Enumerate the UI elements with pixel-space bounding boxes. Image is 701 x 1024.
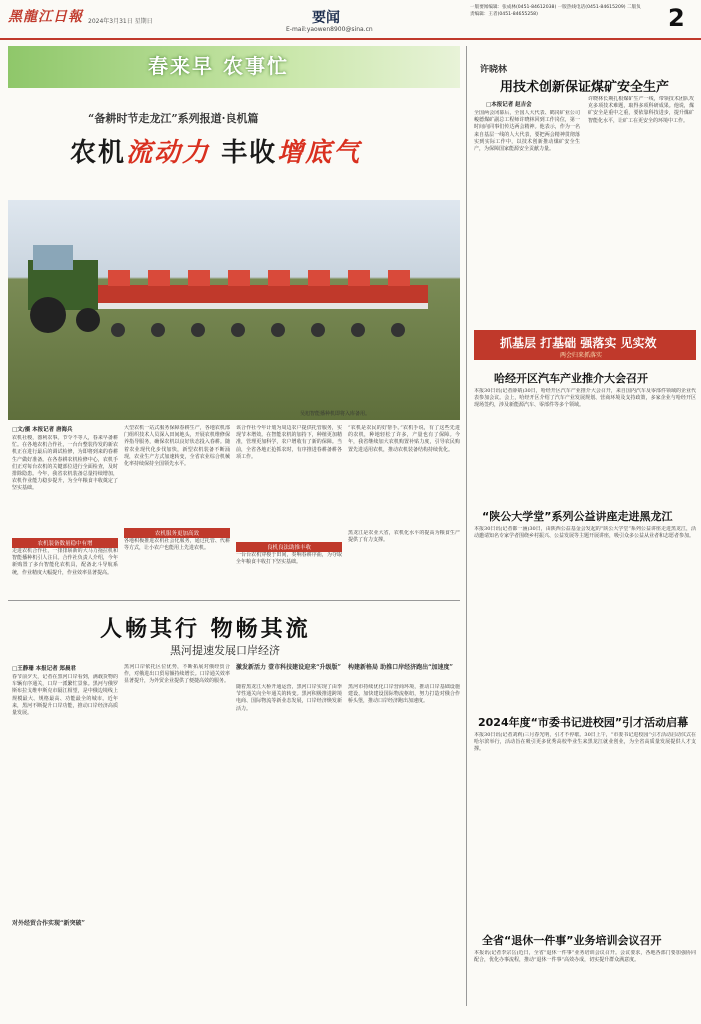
lead-column-3b: 一台台农机穿梭于田间，奏响春耕序曲，为夺取全年粮食丰收打下坚实基础。: [236, 552, 342, 566]
lead-byline: □文/摄 本报记者 唐海兵: [12, 427, 73, 433]
lead-column-1: 农机社稷，器利农事。节令不等人，春来早备耕忙。在各地农机合作社，一台台整装待发的新农机正在进行最后的调试检修，为即将到来的春耕生产做好准备。在各春耕农机检修中心，农机手们正对每台农机的关键部位进行全面检查，及时排除隐患。今年，我省农机装备总量持续增加，农机作业能力稳步提升，为全年粮食丰收奠定了坚实基础。: [12, 435, 118, 492]
right-headline: 用技术创新保证煤矿安全生产: [500, 80, 670, 95]
article-3-headline: “陕公大学堂”系列公益讲座走进黑龙江: [482, 510, 673, 523]
lead-column-4: “农机是农民的好帮手。”农机手说，有了这些先进的农机，种地轻松了许多，产量也有了保障。今年，我省继续加大农机购置补贴力度，引导农民购置先进适用农机，推动农机装备结构持续优化。: [348, 425, 460, 453]
lead-column-2: 大型农机一站式服务保障春耕生产，各地农机部门组织技术人员深入田间地头，开展农机维修保养指导服务，确保农机以良好状态投入春耕。随着农业现代化步伐加快，新型农机装备不断涌现，农业生产方式加速转变，全省农业综合机械化率持续保持全国领先水平。: [124, 425, 230, 468]
bottom-column-4: 黑河市持续优化口岸营商环境，推动口岸基础设施建设，加快建设国际物流枢纽，努力打造对俄合作桥头堡，推动口岸经济跑出加速度。: [348, 684, 460, 705]
hotline-info: 一版要闻编辑：张成林(0451-84612038) 一版热线电话(0451-84615209) 二版负责编辑：王者(0451-84655258): [470, 5, 641, 17]
right-column-2: 许晓林长期扎根煤矿生产一线，带领技术团队攻克多项技术难题，取得多项科研成果。他说，煤矿安全是重中之重，要依靠科技进步，提升煤矿智能化水平，让矿工在更安全的环境中工作。: [588, 96, 694, 124]
right-column-1: 全国两会闭幕后，全国人大代表、鹤岗矿业公司峻德煤矿副总工程师许晓林回到工作岗位，第一时间向同事们传达两会精神。他表示，作为一名来自基层一线的人大代表，要把两会精神贯彻落实到实际工作中，以技术创新推动煤矿安全生产，为保障国家能源安全贡献力量。: [474, 110, 580, 153]
headline-part-4: 增底气: [277, 138, 362, 168]
headline-part-1: 农机: [70, 138, 127, 168]
bottom-subhead-1: 对外经贸合作实现“新突破”: [12, 920, 85, 927]
bottom-subhead-3: 激发新活力 壹市科技建设迎来“升级版”: [236, 664, 341, 671]
section-divider: [8, 600, 460, 601]
promo-slogan: 抓基层 打基础 强落实 见实效: [500, 336, 657, 350]
lead-headline: [70, 132, 361, 169]
bottom-column-2: 黑河口岸依托区位优势，不断拓展对俄经贸合作，对俄进出口贸易额持续增长。口岸通关效率显著提升，为外贸企业提供了便捷高效的服务。: [124, 664, 230, 685]
newspaper-logo: 黑龍江日報: [8, 9, 83, 25]
bottom-column-1: 春节前夕天，记者在黑河口岸看到，满载货物的车辆有序通关，口岸一派繁忙景象。黑河与俄罗斯布拉戈维申斯克市隔江相望，是中俄边境线上规模最大、规格最高、功能最全的城市。近年来，黑河不断提升口岸功能，推动口岸经济高质量发展。: [12, 674, 118, 717]
article-5-headline: 全省“退休一件事”业务培训会议召开: [482, 934, 662, 947]
section-email: E-mail:yaowen8900@sina.cn: [286, 26, 373, 33]
bottom-subhead-4: 构建新格局 助推口岸经济跑出“加速度”: [348, 664, 453, 671]
right-byline: □本报记者 赵吉会: [486, 102, 532, 108]
article-2-text: 本报30日讯(记者薛婧)30日，哈经开区汽车产业推介大会召开，来自国内汽车及零部件领域的企业代表参加会议。会上，哈经开区介绍了汽车产业发展规划、营商环境及支持政策，多家企业与哈经开区现场签约，涉及新能源汽车、零部件等多个领域。: [474, 388, 696, 409]
lead-subhead-1: 农机装备数量稳中有增: [12, 538, 118, 548]
section-title: 要闻: [312, 10, 340, 26]
lead-column-1b: 走进农机合作社，一排排崭新的大马力拖拉机和智能播种机引人注目。合作社负责人介绍，今年新购置了多台智能化农机具，配备北斗导航系统，作业精度大幅提升，作业效率显著提高。: [12, 548, 118, 576]
lead-subhead-3: 良机良法助推丰收: [236, 542, 342, 552]
article-2-headline: 哈经开区汽车产业推介大会召开: [494, 372, 648, 385]
bottom-subheadline: 黑河提速发展口岸经济: [170, 644, 280, 657]
article-4-headline: 2024年度“市委书记进校园”引才活动启幕: [478, 716, 689, 729]
right-kicker: 许晓林: [480, 65, 508, 75]
page-number: 2: [668, 4, 685, 32]
promo-subtitle: 两会归来抓落实: [560, 352, 603, 359]
seeder-illustration: [8, 200, 460, 420]
article-4-text: 本报30日讯(记者刘莉)三月春光明，引才不停歇。30日上午，“市委书记进校园”引才活动启动仪式在哈尔滨举行，活动旨在吸引更多优秀高校毕业生来黑龙江就业创业，为全省高质量发展提供人才支撑。: [474, 732, 696, 753]
lead-photo: [8, 200, 460, 420]
column-divider: [466, 46, 467, 1006]
banner-text: 春来早 农事忙: [148, 54, 289, 78]
bottom-column-3: 随着黑龙江大桥开通运营，黑河口岸实现了由季节性通关向全年通关的转变。黑河积极推进跨境电商、国际物流等新业态发展，口岸经济焕发新活力。: [236, 684, 342, 712]
headline-part-2: 流动力: [126, 138, 211, 168]
lead-column-2b: 各地积极推进农机社会化服务，通过托管、代耕等方式，让小农户也能用上先进农机。: [124, 538, 230, 552]
issue-date: 2024年3月31日 星期日: [88, 18, 153, 25]
lead-column-4b: 黑龙江是农业大省，农机化水平的提高为粮食生产提供了有力支撑。: [348, 530, 460, 544]
photo-caption: 吴旭智能播种机即将入库备用。: [300, 411, 371, 417]
lead-kicker: “备耕时节走龙江”系列报道·良机篇: [88, 112, 259, 125]
bottom-headline: 人畅其行 物畅其流: [100, 617, 311, 642]
article-5-text: 本报讯(记者李宗岳)近日，全省“退休一件事”业务培训会议召开。会议要求，各地各部门要加强协同配合，优化办事流程，推动“退休一件事”高效办成，切实提升群众满意度。: [474, 950, 696, 964]
article-3-text: 本报30日讯(记者都一涵)30日，由陕西公益基金会发起的“陕公大学堂”系列公益讲座走进黑龙江，活动邀请知名专家学者围绕乡村振兴、公益发展等主题开展讲座，吸引众多公益从业者和志愿者参加。: [474, 526, 696, 540]
headline-part-3: 丰收: [210, 138, 278, 168]
lead-subhead-2: 农机服务更加高效: [124, 528, 230, 538]
bottom-byline: □王静珊 本报记者 郑晨君: [12, 666, 77, 672]
lead-column-3: 该合作社今年计划为周边农户提供托管服务，实现节本增效。在智能农机的加持下，种植更加精准，管理更加科学，农户增收有了新的保障。当前，全省各地正抢抓农时，有序推进春耕备耕各项工作。: [236, 425, 342, 460]
